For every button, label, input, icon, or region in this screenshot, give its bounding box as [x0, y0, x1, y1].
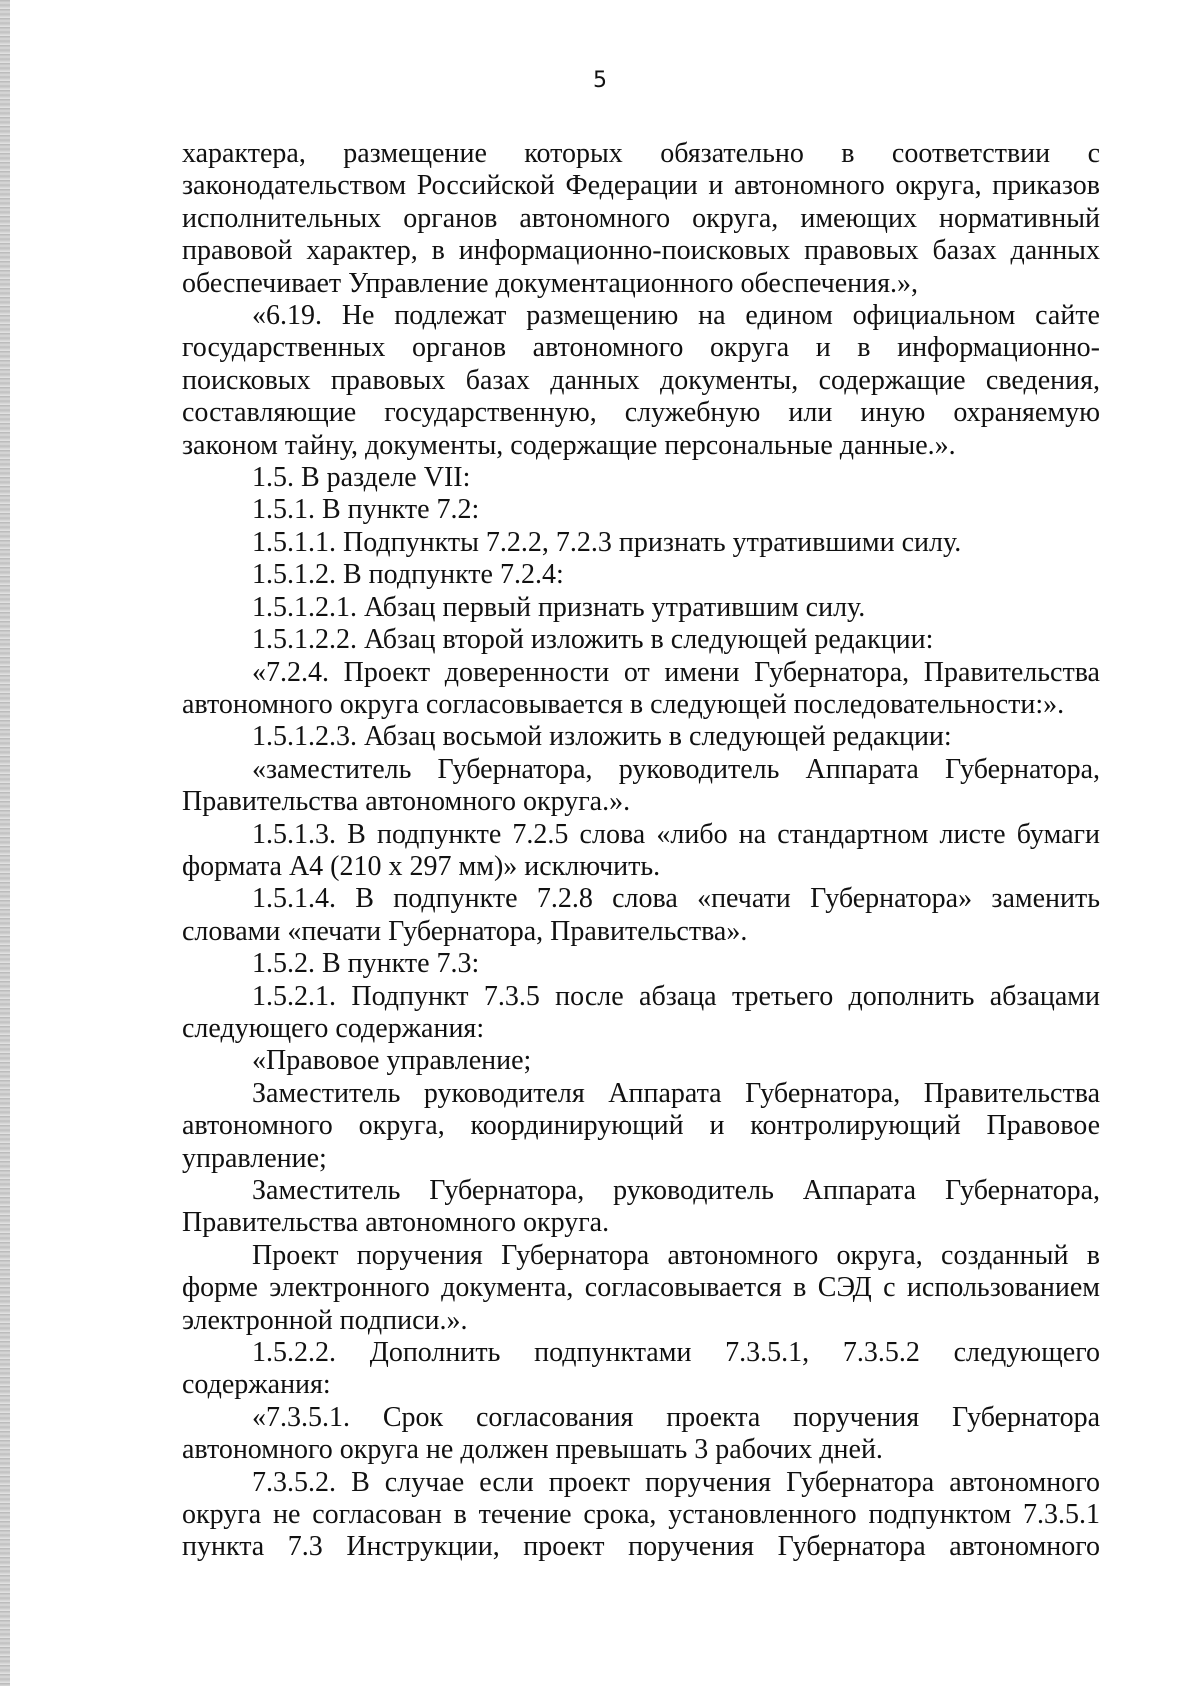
text-line: автономного округа не должен превышать 3 рабочих дней.	[182, 1434, 883, 1466]
text-line: форме электронного документа, согласовывается в СЭД с использованием	[182, 1272, 1100, 1304]
text-line: Правительства автономного округа.	[182, 1207, 610, 1239]
text-line: правовой характер, в информационно-поисковых правовых базах данных	[182, 235, 1100, 267]
text-line: поисковых правовых базах данных документы, содержащие сведения,	[182, 364, 1100, 396]
page-number: 5	[593, 68, 607, 93]
text-line: 1.5.1.4. В подпункте 7.2.8 слова «печати Губернатора» заменить	[252, 883, 1100, 915]
text-line: «Правовое управление;	[252, 1045, 532, 1077]
text-line: законодательством Российской Федерации и автономного округа, приказов	[182, 170, 1100, 202]
text-line: 1.5.1. В пункте 7.2:	[252, 494, 480, 526]
text-line: «6.19. Не подлежат размещению на едином официальном сайте	[252, 300, 1100, 332]
text-line: округа не согласован в течение срока, установленного подпунктом 7.3.5.1	[182, 1499, 1100, 1531]
text-line: формата А4 (210 х 297 мм)» исключить.	[182, 850, 661, 882]
text-line: Заместитель руководителя Аппарата Губернатора, Правительства	[252, 1077, 1100, 1109]
text-line: 1.5.1.2.2. Абзац второй изложить в следующей редакции:	[252, 624, 934, 656]
text-line: 1.5.1.2. В подпункте 7.2.4:	[252, 559, 564, 591]
text-line: 1.5.1.2.1. Абзац первый признать утратившим силу.	[252, 591, 866, 623]
text-line: 1.5.2.1. Подпункт 7.3.5 после абзаца третьего дополнить абзацами	[252, 980, 1100, 1012]
text-line: характера, размещение которых обязательно в соответствии с	[182, 138, 1100, 169]
text-line: составляющие государственную, служебную или иную охраняемую	[182, 397, 1100, 429]
text-line: управление;	[182, 1142, 327, 1174]
scan-edge	[0, 0, 10, 1686]
text-line: 1.5.1.1. Подпункты 7.2.2, 7.2.3 признать утратившими силу.	[252, 526, 962, 558]
text-line: 1.5. В разделе VII:	[252, 462, 471, 494]
text-line: Заместитель Губернатора, руководитель Аппарата Губернатора,	[252, 1175, 1100, 1206]
text-line: государственных органов автономного округа и в информационно-	[182, 332, 1100, 364]
text-line: «7.3.5.1. Срок согласования проекта поручения Губернатора	[252, 1401, 1100, 1433]
text-line: 7.3.5.2. В случае если проект поручения Губернатора автономного	[252, 1466, 1100, 1498]
text-line: 1.5.1.2.3. Абзац восьмой изложить в следующей редакции:	[252, 721, 952, 753]
text-line: электронной подписи.».	[182, 1304, 468, 1336]
text-line: 1.5.2.2. Дополнить подпунктами 7.3.5.1, 7.3.5.2 следующего	[252, 1337, 1100, 1369]
text-line: словами «печати Губернатора, Правительства».	[182, 915, 748, 947]
text-line: автономного округа согласовывается в следующей последовательности:».	[182, 688, 1065, 720]
text-line: содержания:	[182, 1369, 331, 1401]
text-line: «заместитель Губернатора, руководитель Аппарата Губернатора,	[252, 753, 1100, 785]
text-line: автономного округа, координирующий и контролирующий Правовое	[182, 1110, 1100, 1142]
text-line: обеспечивает Управление документационного обеспечения.»,	[182, 267, 919, 299]
text-line: законом тайну, документы, содержащие персональные данные.».	[182, 429, 956, 461]
text-line: исполнительных органов автономного округа, имеющих нормативный	[182, 202, 1100, 234]
document-body	[182, 138, 1100, 1564]
text-line: 1.5.1.3. В подпункте 7.2.5 слова «либо на стандартном листе бумаги	[252, 818, 1100, 850]
text-line: «7.2.4. Проект доверенности от имени Губернатора, Правительства	[252, 656, 1100, 688]
text-line: 1.5.2. В пункте 7.3:	[252, 948, 480, 980]
text-line: Проект поручения Губернатора автономного округа, созданный в	[252, 1239, 1100, 1271]
text-line: пункта 7.3 Инструкции, проект поручения Губернатора автономного	[182, 1531, 1100, 1563]
text-line: Правительства автономного округа.».	[182, 786, 631, 818]
text-line: следующего содержания:	[182, 1012, 485, 1044]
